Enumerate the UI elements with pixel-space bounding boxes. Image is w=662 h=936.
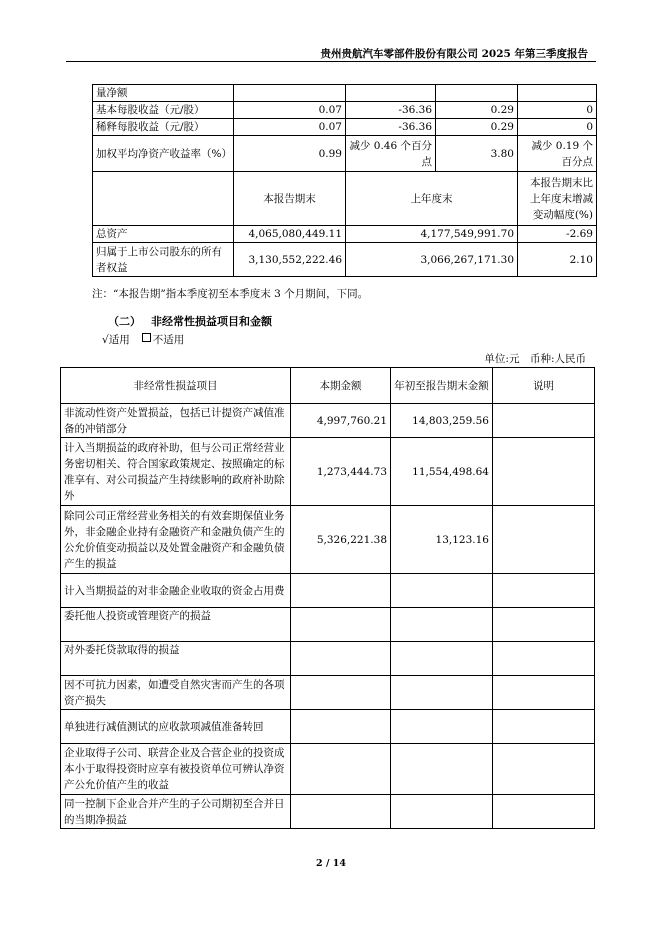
row-label: 总资产: [93, 226, 234, 243]
note-cell: [493, 574, 595, 608]
row-label: 归属于上市公司股东的所有者权益: [93, 243, 234, 277]
current-amount-cell: [291, 710, 391, 744]
value-cell: [436, 85, 518, 102]
table-row: [61, 404, 595, 438]
value-cell: -36.36: [346, 119, 436, 136]
table-row: [93, 226, 597, 243]
note-cell: [493, 506, 595, 574]
table-row: [93, 85, 597, 102]
note-cell: [493, 404, 595, 438]
table-row: [61, 710, 595, 744]
item-cell: 同一控制下企业合并产生的子公司期初至合并日的当期净损益: [61, 795, 291, 829]
note-cell: [493, 676, 595, 710]
table-row: [61, 438, 595, 506]
value-cell: 3,066,267,171.30: [346, 243, 518, 277]
current-amount-cell: [291, 608, 391, 642]
item-cell: 委托他人投资或管理资产的损益: [61, 608, 291, 642]
item-cell: 计入当期损益的政府补助，但与公司正常经营业务密切相关、符合国家政策规定、按照确定的标准享有、对公司损益产生持续影响的政府补助除外: [61, 438, 291, 506]
current-amount-cell: [291, 676, 391, 710]
section-number: （二）: [108, 315, 141, 328]
blank-cell: [93, 172, 234, 226]
row-label: 基本每股收益（元/股）: [93, 102, 234, 119]
value-cell: 0.99: [234, 136, 346, 172]
applicable-label: 适用: [108, 334, 130, 346]
table-row: [61, 506, 595, 574]
value-cell: 0.07: [234, 102, 346, 119]
ytd-amount-cell: [391, 795, 493, 829]
item-cell: 非流动性资产处置损益，包括已计提资产减值准备的冲销部分: [61, 404, 291, 438]
value-cell: 0: [518, 102, 597, 119]
note-cell: [493, 438, 595, 506]
column-header-end-of-period: 本报告期末: [234, 172, 346, 226]
item-cell: 企业取得子公司、联营企业及合营企业的投资成本小于取得投资时应享有被投资单位可辨认净资产公允价值产生的收益: [61, 744, 291, 795]
table-subheader-row: [93, 172, 597, 226]
current-amount-cell: 5,326,221.38: [291, 506, 391, 574]
note-cell: [493, 642, 595, 676]
column-header-current: 本期金额: [291, 368, 391, 404]
table-row: [61, 608, 595, 642]
row-label: 稀释每股收益（元/股）: [93, 119, 234, 136]
current-amount-cell: 1,273,444.73: [291, 438, 391, 506]
value-cell: 0.29: [436, 119, 518, 136]
column-header-note: 说明: [493, 368, 595, 404]
table-row: [61, 676, 595, 710]
section-title: 非经常性损益项目和金额: [151, 315, 272, 328]
value-cell: 4,065,080,449.11: [234, 226, 346, 243]
value-cell: 0.07: [234, 119, 346, 136]
value-cell: 4,177,549,991.70: [346, 226, 518, 243]
report-header-title: 贵州贵航汽车零部件股份有限公司 2025 年第三季度报告: [320, 48, 588, 60]
item-cell: 计入当期损益的对非金融企业收取的资金占用费: [61, 574, 291, 608]
value-cell: 3,130,552,222.46: [234, 243, 346, 277]
table-row: [61, 574, 595, 608]
current-amount-cell: [291, 744, 391, 795]
row-label: 加权平均净资产收益率（%）: [93, 136, 234, 172]
current-amount-cell: [291, 795, 391, 829]
column-header-change: 本报告期末比上年度末增减变动幅度(%): [518, 172, 597, 226]
current-amount-cell: [291, 574, 391, 608]
value-cell: 0: [518, 119, 597, 136]
ytd-amount-cell: [391, 710, 493, 744]
ytd-amount-cell: [391, 676, 493, 710]
column-header-ytd: 年初至报告期末金额: [391, 368, 493, 404]
value-cell: 2.10: [518, 243, 597, 277]
value-cell: [234, 85, 346, 102]
item-cell: 因不可抗力因素，如遭受自然灾害而产生的各项资产损失: [61, 676, 291, 710]
note-cell: [493, 608, 595, 642]
note-cell: [493, 795, 595, 829]
table-row: [61, 744, 595, 795]
value-cell: -36.36: [346, 102, 436, 119]
table-header-row: [61, 368, 595, 404]
value-cell: -2.69: [518, 226, 597, 243]
non-recurring-items-table: [60, 367, 595, 829]
ytd-amount-cell: 11,554,498.64: [391, 438, 493, 506]
value-cell: 减少 0.46 个百分点: [346, 136, 436, 172]
ytd-amount-cell: [391, 744, 493, 795]
value-cell: 3.80: [436, 136, 518, 172]
table-row: [93, 102, 597, 119]
item-cell: 对外委托贷款取得的损益: [61, 642, 291, 676]
ytd-amount-cell: [391, 642, 493, 676]
item-cell: 除同公司正常经营业务相关的有效套期保值业务外，非金融企业持有金融资产和金融负债产生的公允价值变动损益以及处置金融资产和金融负债产生的损益: [61, 506, 291, 574]
empty-checkbox-icon: [142, 333, 151, 342]
ytd-amount-cell: [391, 608, 493, 642]
row-label: 量净额: [93, 85, 234, 102]
ytd-amount-cell: 14,803,259.56: [391, 404, 493, 438]
not-applicable-label: 不适用: [152, 334, 185, 346]
current-amount-cell: 4,997,760.21: [291, 404, 391, 438]
header-divider: [66, 61, 596, 62]
note-cell: [493, 744, 595, 795]
table-footnote: 注：“本报告期”指本季度初至本季度末 3 个月期间，下同。: [92, 288, 369, 300]
ytd-amount-cell: [391, 574, 493, 608]
table-row: [61, 795, 595, 829]
note-cell: [493, 710, 595, 744]
value-cell: [346, 85, 436, 102]
value-cell: 减少 0.19 个百分点: [518, 136, 597, 172]
current-amount-cell: [291, 642, 391, 676]
table-row: [93, 136, 597, 172]
table-row: [93, 119, 597, 136]
ytd-amount-cell: 13,123.16: [391, 506, 493, 574]
column-header-item: 非经常性损益项目: [61, 368, 291, 404]
check-mark-icon: √: [102, 334, 109, 346]
value-cell: 0.29: [436, 102, 518, 119]
key-financial-indicators-table: [92, 84, 597, 277]
currency-unit-line: 单位:元 币种:人民币: [484, 353, 586, 365]
column-header-prior-year-end: 上年度末: [346, 172, 518, 226]
table-row: [93, 243, 597, 277]
section-heading: [108, 313, 282, 329]
item-cell: 单独进行减值测试的应收款项减值准备转回: [61, 710, 291, 744]
value-cell: [518, 85, 597, 102]
page-number: 2 / 14: [316, 858, 346, 869]
table-row: [61, 642, 595, 676]
applicability-options: [102, 332, 184, 347]
